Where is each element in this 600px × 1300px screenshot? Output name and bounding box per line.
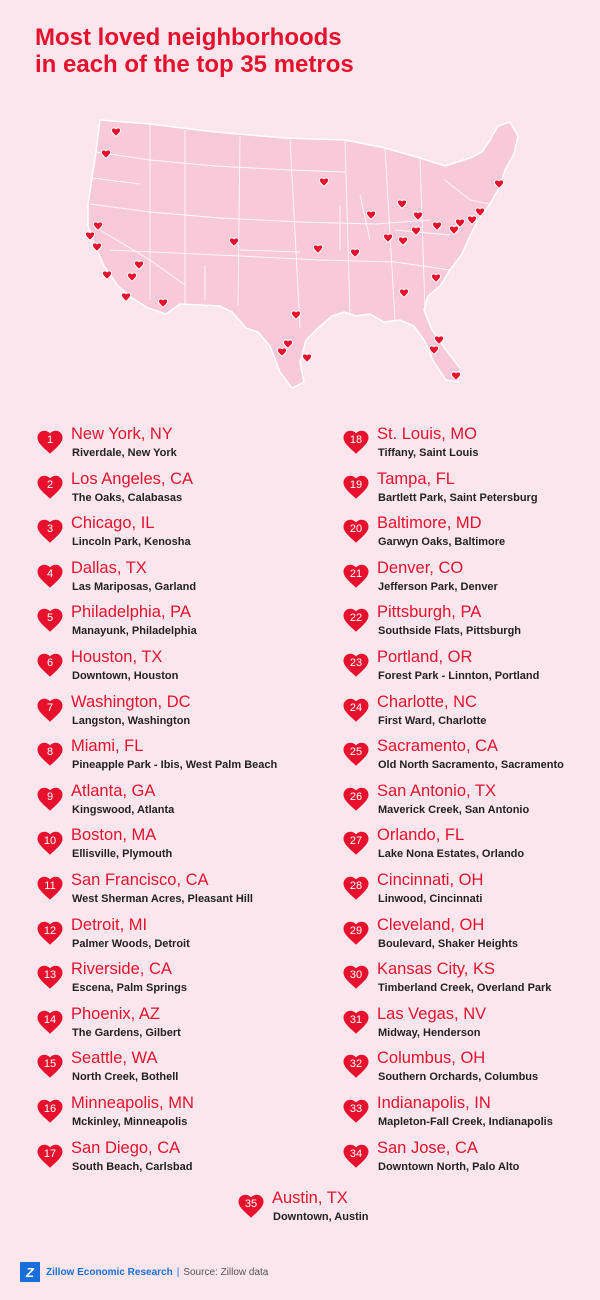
metro-city: Orlando, FL xyxy=(377,826,465,845)
rank-number: 31 xyxy=(349,1013,363,1026)
map-heart-marker-icon xyxy=(302,354,311,362)
rank-number: 11 xyxy=(44,880,56,892)
heart-icon xyxy=(341,784,371,814)
metro-entry xyxy=(341,605,600,645)
metro-city: Los Angeles, CA xyxy=(71,469,193,488)
metro-neighborhood: Pineapple Park - Ibis, West Palm Beach xyxy=(72,759,278,772)
heart-icon xyxy=(35,1051,65,1081)
heart-icon xyxy=(35,918,65,948)
metro-entry xyxy=(341,1051,600,1091)
metro-city: Washington, DC xyxy=(71,692,191,711)
metro-neighborhood: The Oaks, Calabasas xyxy=(72,491,183,504)
rank-number: 28 xyxy=(349,880,363,892)
heart-icon xyxy=(341,427,371,457)
heart-icon xyxy=(341,695,371,725)
heart-icon xyxy=(35,873,65,903)
brand-label: Zillow Economic Research xyxy=(46,1266,173,1278)
metro-neighborhood: Las Mariposas, Garland xyxy=(72,580,197,593)
heart-icon xyxy=(35,605,65,635)
metro-city: Baltimore, MD xyxy=(377,514,482,533)
heart-icon xyxy=(341,739,371,769)
metro-city: Austin, TX xyxy=(272,1189,348,1207)
heart-icon xyxy=(35,739,65,769)
metro-neighborhood: Boulevard, Shaker Heights xyxy=(378,937,518,950)
metro-neighborhood: Forest Park - Linnton, Portland xyxy=(378,670,540,682)
rank-number: 24 xyxy=(349,701,363,714)
source-label: Source: Zillow data xyxy=(183,1266,269,1278)
metro-entry xyxy=(35,962,315,1002)
map-heart-marker-icon xyxy=(121,293,130,301)
metro-neighborhood: Langston, Washington xyxy=(72,714,191,727)
metro-entry xyxy=(341,516,600,556)
metro-neighborhood: North Creek, Bothell xyxy=(72,1071,179,1084)
metro-city: New York, NY xyxy=(71,425,173,443)
metro-city: Atlanta, GA xyxy=(71,781,156,800)
rank-number: 33 xyxy=(349,1103,363,1115)
heart-icon xyxy=(341,650,371,680)
metro-city: Houston, TX xyxy=(71,648,163,666)
metro-neighborhood: Mckinley, Minneapolis xyxy=(72,1116,188,1128)
rank-number: 27 xyxy=(349,835,363,848)
footer-separator: | xyxy=(176,1266,180,1278)
rank-number: 8 xyxy=(46,746,54,759)
rank-number: 16 xyxy=(43,1103,57,1115)
metro-neighborhood: Garwyn Oaks, Baltimore xyxy=(378,536,506,549)
metro-entry xyxy=(341,427,600,467)
metro-neighborhood: Escena, Palm Springs xyxy=(72,982,187,995)
metro-city: Detroit, MI xyxy=(71,915,148,934)
title-line-1: Most loved neighborhoods xyxy=(35,24,342,51)
heart-icon xyxy=(236,1191,266,1221)
rank-number: 7 xyxy=(46,701,54,714)
metro-neighborhood: Downtown North, Palo Alto xyxy=(378,1160,520,1173)
metro-entry xyxy=(341,692,600,735)
metro-city: Cincinnati, OH xyxy=(377,871,484,889)
rank-number: 6 xyxy=(46,657,54,669)
title-line-2: in each of the top 35 metros xyxy=(35,51,354,78)
heart-icon xyxy=(35,472,65,502)
metro-city: Cleveland, OH xyxy=(377,915,485,934)
heart-icon xyxy=(35,828,65,858)
metro-entry xyxy=(35,1051,315,1091)
metro-city: San Jose, CA xyxy=(377,1138,478,1157)
metro-city: Seattle, WA xyxy=(71,1049,158,1068)
metro-entry xyxy=(341,873,600,913)
heart-icon xyxy=(35,516,65,546)
rank-number: 23 xyxy=(349,657,363,669)
metro-neighborhood: Old North Sacramento, Sacramento xyxy=(378,759,564,772)
metro-city: Portland, OR xyxy=(377,648,473,666)
metro-city: Kansas City, KS xyxy=(377,960,495,979)
metro-neighborhood: Linwood, Cincinnati xyxy=(378,893,483,905)
metro-entry xyxy=(341,915,600,958)
metro-entry xyxy=(341,558,600,601)
rank-number: 13 xyxy=(43,969,57,982)
heart-icon xyxy=(341,918,371,948)
heart-icon xyxy=(341,1051,371,1081)
rank-number: 34 xyxy=(349,1147,363,1160)
heart-icon xyxy=(341,828,371,858)
metro-entry xyxy=(35,873,315,913)
metro-city: Tampa, FL xyxy=(377,469,455,488)
zillow-logo-icon: Z xyxy=(20,1262,40,1282)
metro-city: Riverside, CA xyxy=(71,960,172,979)
metro-city: Las Vegas, NV xyxy=(377,1004,487,1023)
metro-city: Sacramento, CA xyxy=(377,737,499,756)
metro-neighborhood: South Beach, Carlsbad xyxy=(72,1160,193,1173)
metro-neighborhood: Southern Orchards, Columbus xyxy=(378,1071,539,1084)
metro-neighborhood: Riverdale, New York xyxy=(72,447,177,459)
metro-entry xyxy=(35,915,315,958)
metro-neighborhood: Downtown, Austin xyxy=(273,1211,369,1223)
rank-number: 14 xyxy=(43,1013,57,1026)
heart-icon xyxy=(341,873,371,903)
heart-icon xyxy=(341,1096,371,1126)
metro-city: Charlotte, NC xyxy=(377,692,477,711)
heart-icon xyxy=(35,1141,65,1171)
heart-icon xyxy=(35,1096,65,1126)
metro-city: San Diego, CA xyxy=(71,1138,181,1157)
rank-number: 9 xyxy=(46,790,54,803)
rank-number: 21 xyxy=(349,567,363,580)
metro-entry xyxy=(35,516,315,556)
heart-icon xyxy=(35,784,65,814)
heart-icon xyxy=(35,650,65,680)
metro-entry xyxy=(341,1138,600,1181)
page-title xyxy=(35,24,575,78)
metro-neighborhood: West Sherman Acres, Pleasant Hill xyxy=(72,893,253,905)
metro-city: Indianapolis, IN xyxy=(377,1094,491,1112)
footer xyxy=(20,1260,268,1284)
metro-neighborhood: Timberland Creek, Overland Park xyxy=(378,982,552,995)
metro-entry xyxy=(35,1096,315,1136)
metro-entry xyxy=(341,1096,600,1136)
heart-icon xyxy=(35,561,65,591)
metro-city: Chicago, IL xyxy=(71,514,155,533)
heart-icon xyxy=(341,605,371,635)
metro-neighborhood: Southside Flats, Pittsburgh xyxy=(378,625,522,638)
heart-icon xyxy=(341,1141,371,1171)
metro-neighborhood: Kingswood, Atlanta xyxy=(72,803,175,816)
metro-entry xyxy=(341,828,600,868)
rank-number: 20 xyxy=(349,523,363,536)
metro-entry xyxy=(35,469,315,512)
metro-entry xyxy=(35,828,315,868)
metro-neighborhood: The Gardens, Gilbert xyxy=(72,1026,181,1039)
us-map xyxy=(0,100,600,400)
metro-entry xyxy=(341,739,600,779)
metro-entry xyxy=(35,739,315,779)
heart-icon xyxy=(35,962,65,992)
rank-number: 12 xyxy=(43,924,57,937)
metro-city: Miami, FL xyxy=(71,737,144,756)
rank-number: 4 xyxy=(46,567,54,580)
heart-icon xyxy=(341,516,371,546)
rank-number: 30 xyxy=(349,969,363,982)
metro-neighborhood: Tiffany, Saint Louis xyxy=(378,447,479,459)
rank-number: 26 xyxy=(349,790,363,803)
metro-city: Denver, CO xyxy=(377,558,464,577)
rank-number: 5 xyxy=(46,612,54,625)
metro-entry xyxy=(35,605,315,645)
heart-icon xyxy=(341,561,371,591)
metro-neighborhood: Lake Nona Estates, Orlando xyxy=(378,848,525,861)
rank-number: 3 xyxy=(46,523,54,536)
metro-neighborhood: Mapleton-Fall Creek, Indianapolis xyxy=(378,1116,553,1128)
metro-neighborhood: Lincoln Park, Kenosha xyxy=(72,536,191,549)
rank-number: 22 xyxy=(349,612,363,625)
metro-city: Phoenix, AZ xyxy=(71,1004,160,1023)
metro-entry xyxy=(341,1004,600,1047)
rank-number: 10 xyxy=(43,835,57,848)
metro-city: San Francisco, CA xyxy=(71,871,209,889)
metro-city: St. Louis, MO xyxy=(377,425,477,443)
heart-icon xyxy=(35,427,65,457)
metro-neighborhood: Maverick Creek, San Antonio xyxy=(378,803,530,816)
rank-number: 1 xyxy=(46,434,54,446)
metro-entry xyxy=(35,781,315,824)
metro-neighborhood: First Ward, Charlotte xyxy=(378,714,487,727)
metro-entry xyxy=(341,962,600,1002)
metro-entry xyxy=(35,558,315,601)
metro-city: Minneapolis, MN xyxy=(71,1094,194,1112)
metro-city: Boston, MA xyxy=(71,826,157,845)
rank-number: 2 xyxy=(46,478,54,491)
rank-number: 17 xyxy=(43,1147,57,1160)
metro-entry xyxy=(341,781,600,824)
metro-neighborhood: Midway, Henderson xyxy=(378,1026,481,1039)
rank-number: 29 xyxy=(349,924,363,937)
rank-number: 32 xyxy=(349,1058,363,1071)
heart-icon xyxy=(341,472,371,502)
metro-city: San Antonio, TX xyxy=(377,781,496,800)
rank-number: 18 xyxy=(349,434,363,446)
metro-city: Pittsburgh, PA xyxy=(377,603,482,622)
metro-entry xyxy=(35,650,315,690)
map-heart-marker-icon xyxy=(102,271,111,279)
metro-neighborhood: Palmer Woods, Detroit xyxy=(72,937,190,950)
metro-entry xyxy=(35,1138,315,1181)
rank-number: 15 xyxy=(43,1058,57,1071)
heart-icon xyxy=(341,962,371,992)
metro-city: Columbus, OH xyxy=(377,1049,486,1068)
rank-number: 19 xyxy=(349,478,363,491)
heart-icon xyxy=(35,695,65,725)
heart-icon xyxy=(341,1007,371,1037)
metro-entry xyxy=(35,1004,315,1047)
metro-entry xyxy=(35,692,315,735)
heart-icon xyxy=(35,1007,65,1037)
metro-neighborhood: Downtown, Houston xyxy=(72,670,179,682)
metro-city: Philadelphia, PA xyxy=(71,603,191,622)
metro-neighborhood: Manayunk, Philadelphia xyxy=(72,625,197,638)
metro-entry xyxy=(35,427,315,467)
metro-neighborhood: Jefferson Park, Denver xyxy=(378,580,498,593)
metro-neighborhood: Ellisville, Plymouth xyxy=(72,848,173,861)
metro-entry xyxy=(341,469,600,512)
rank-number: 25 xyxy=(349,746,363,759)
metro-neighborhood: Bartlett Park, Saint Petersburg xyxy=(378,491,538,504)
rank-number: 35 xyxy=(244,1198,258,1210)
metro-entry xyxy=(341,650,600,690)
metro-entry xyxy=(236,1191,516,1231)
metro-city: Dallas, TX xyxy=(71,558,147,577)
